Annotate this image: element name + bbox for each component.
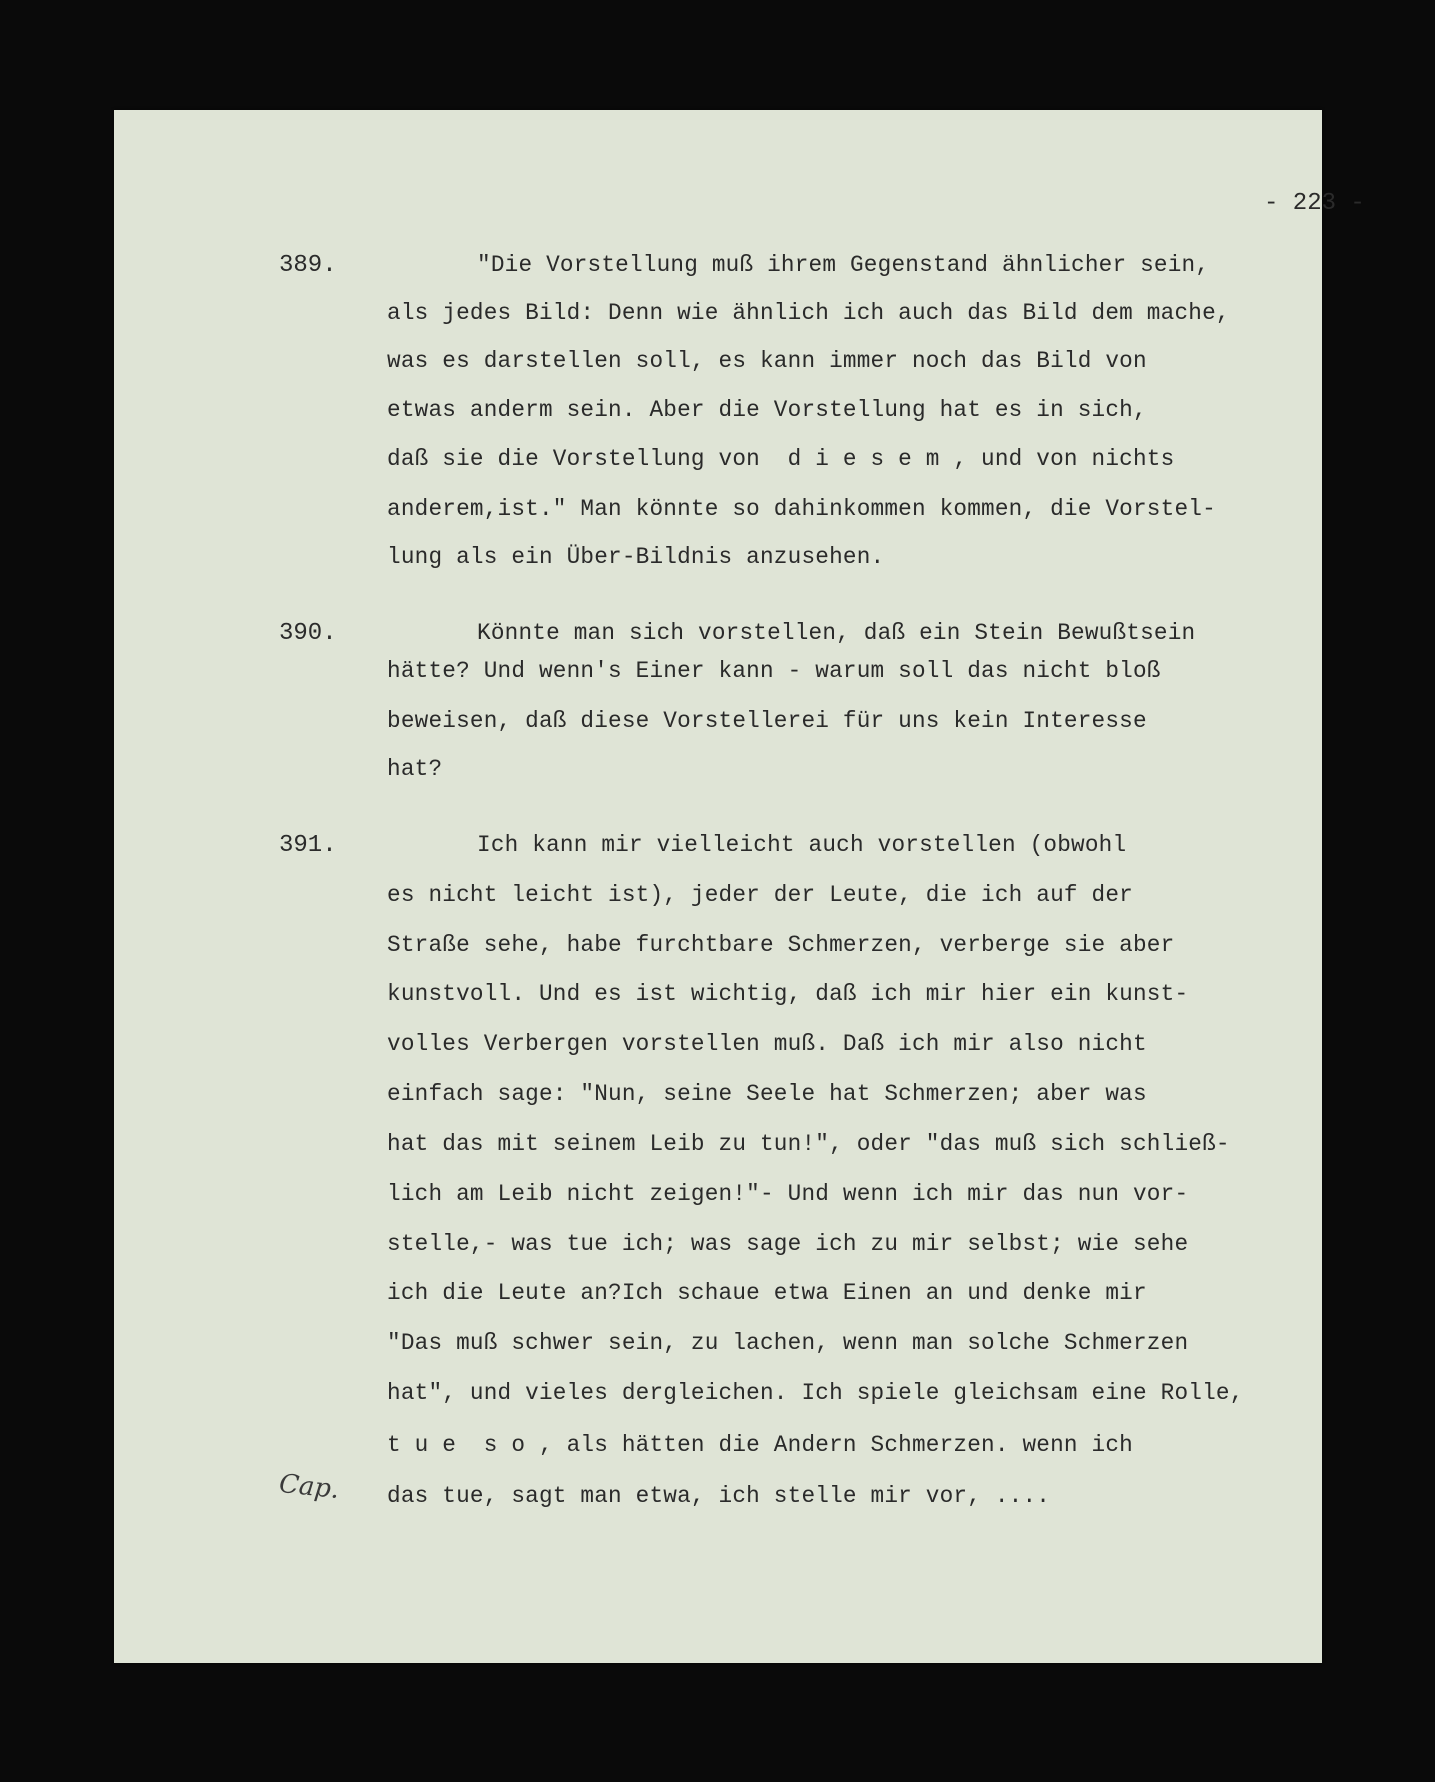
text-line: beweisen, daß diese Vorstellerei für uns kein Interesse xyxy=(387,708,1147,734)
text-line: t u e s o , als hätten die Andern Schmerzen. wenn ich xyxy=(387,1432,1133,1458)
text-line: stelle,- was tue ich; was sage ich zu mir selbst; wie sehe xyxy=(387,1231,1189,1257)
text-line: volles Verbergen vorstellen muß. Daß ich mir also nicht xyxy=(387,1031,1147,1057)
paragraph-number-391: 391. xyxy=(279,832,337,859)
text-line: Könnte man sich vorstellen, daß ein Stein Bewußtsein xyxy=(477,620,1196,646)
text-line: "Die Vorstellung muß ihrem Gegenstand ähnlicher sein, xyxy=(477,252,1210,278)
text-line: hätte? Und wenn's Einer kann - warum soll das nicht bloß xyxy=(387,658,1161,684)
paragraph-number-389: 389. xyxy=(279,252,337,279)
text-line: kunstvoll. Und es ist wichtig, daß ich mir hier ein kunst- xyxy=(387,981,1189,1007)
text-line: was es darstellen soll, es kann immer noch das Bild von xyxy=(387,348,1147,374)
text-line: als jedes Bild: Denn wie ähnlich ich auch das Bild dem mache, xyxy=(387,300,1230,326)
text-line: Ich kann mir vielleicht auch vorstellen (obwohl xyxy=(477,832,1127,858)
text-line: daß sie die Vorstellung von d i e s e m , und von nichts xyxy=(387,446,1175,472)
text-line: das tue, sagt man etwa, ich stelle mir vor, .... xyxy=(387,1483,1051,1509)
text-line: "Das muß schwer sein, zu lachen, wenn man solche Schmerzen xyxy=(387,1330,1189,1356)
text-line: lung als ein Über-Bildnis anzusehen. xyxy=(387,544,885,570)
page-number: - 223 - xyxy=(1264,190,1365,217)
text-line: hat das mit seinem Leib zu tun!", oder "das muß sich schließ- xyxy=(387,1131,1230,1157)
handwritten-margin-note: Cap. xyxy=(277,1468,341,1506)
typescript-page xyxy=(114,110,1365,1663)
text-line: Straße sehe, habe furchtbare Schmerzen, verberge sie aber xyxy=(387,932,1175,958)
text-line: ich die Leute an?Ich schaue etwa Einen an und denke mir xyxy=(387,1280,1147,1306)
text-line: es nicht leicht ist), jeder der Leute, die ich auf der xyxy=(387,882,1133,908)
text-line: etwas anderm sein. Aber die Vorstellung hat es in sich, xyxy=(387,397,1147,423)
paragraph-number-390: 390. xyxy=(279,620,337,647)
text-line: anderem,ist." Man könnte so dahinkommen kommen, die Vorstel- xyxy=(387,496,1216,522)
text-line: einfach sage: "Nun, seine Seele hat Schmerzen; aber was xyxy=(387,1081,1147,1107)
text-line: hat? xyxy=(387,756,443,782)
text-line: lich am Leib nicht zeigen!"- Und wenn ich mir das nun vor- xyxy=(387,1181,1189,1207)
text-line: hat", und vieles dergleichen. Ich spiele gleichsam eine Rolle, xyxy=(387,1380,1244,1406)
